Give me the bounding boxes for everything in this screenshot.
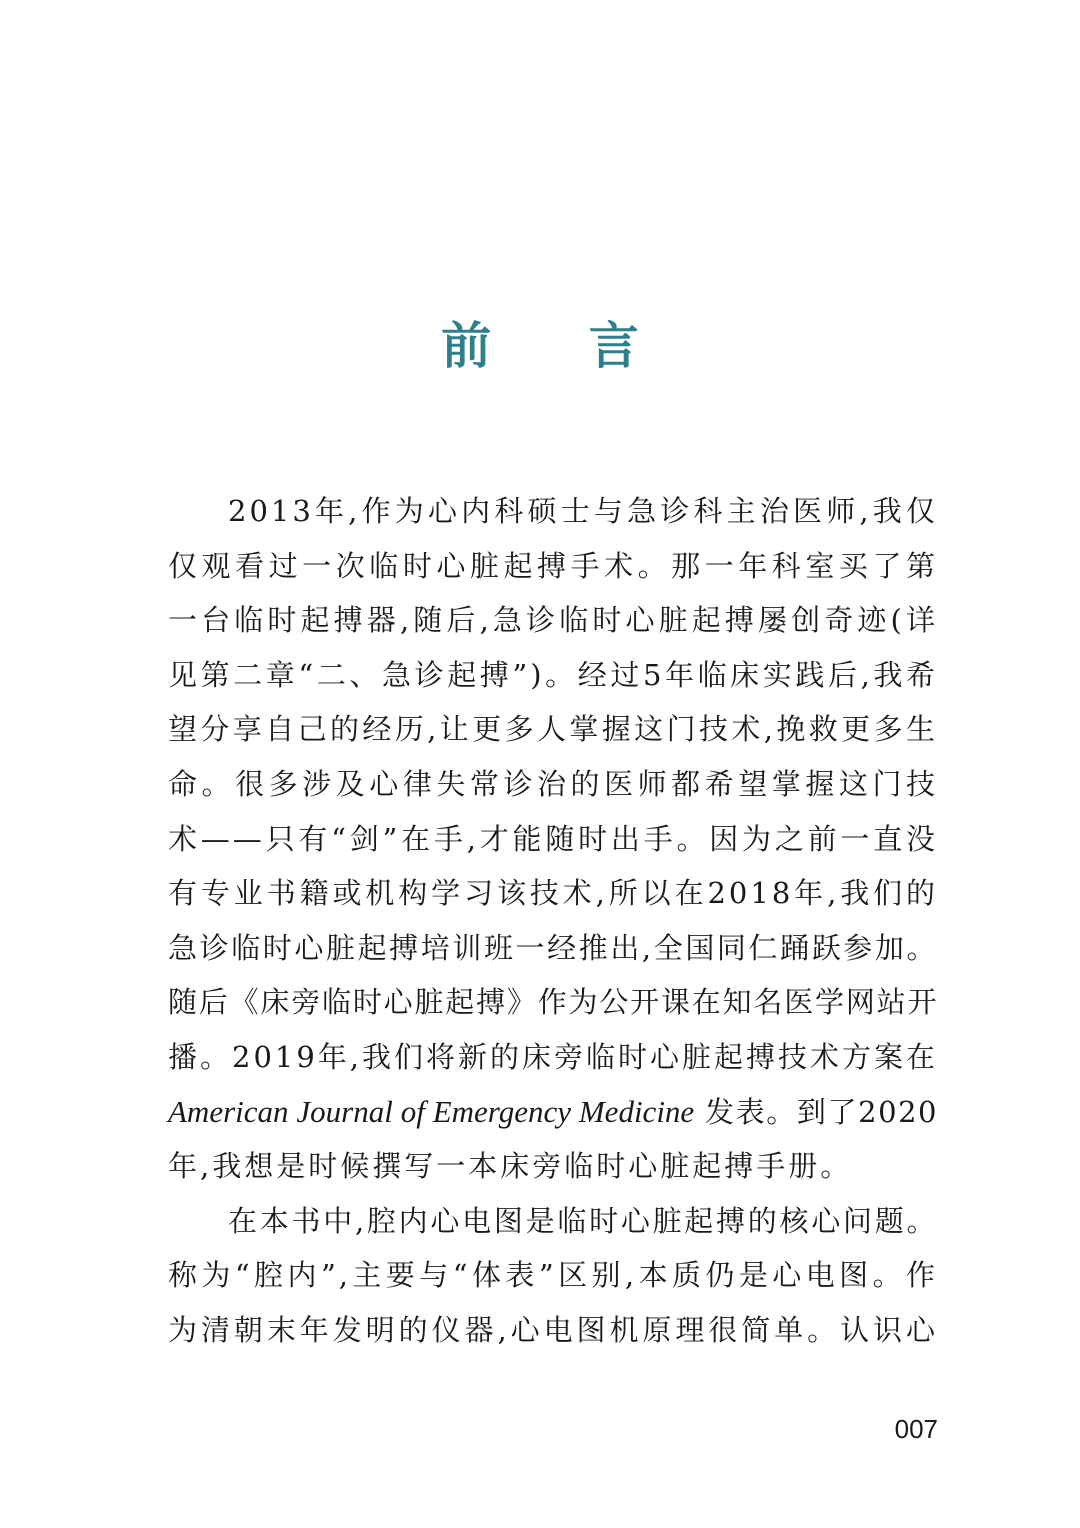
journal-line-rest: 发表。到了2020 — [694, 1094, 938, 1129]
paragraph-1-line-3: 一台临时起搏器,随后,急诊临时心脏起搏屡创奇迹(详 — [168, 603, 938, 638]
page-number: 007 — [894, 1414, 938, 1444]
page-title: 前 言 — [441, 316, 679, 375]
paragraph-1-line-11: 播。2019年,我们将新的床旁临时心脏起搏技术方案在 — [168, 1039, 939, 1074]
paragraph-2-line-2: 称为“腔内”,主要与“体表”区别,本质仍是心电图。作 — [168, 1258, 938, 1293]
paragraph-1-line-6: 命。很多涉及心律失常诊治的医师都希望掌握这门技 — [168, 766, 938, 801]
paragraph-1-line-10: 随后《床旁临时心脏起搏》作为公开课在知名医学网站开 — [168, 985, 938, 1020]
preface-body — [168, 484, 938, 1358]
paragraph-1-line-2: 仅观看过一次临时心脏起搏手术。那一年科室买了第 — [168, 548, 938, 583]
paragraph-2-line-3: 为清朝末年发明的仪器,心电图机原理很简单。认识心 — [168, 1312, 938, 1347]
paragraph-1-line-13: 年,我想是时候撰写一本床旁临时心脏起搏手册。 — [168, 1149, 853, 1184]
paragraph-1-line-4: 见第二章“二、急诊起搏”)。经过5年临床实践后,我希 — [168, 657, 938, 692]
paragraph-1-line-12 — [168, 1085, 938, 1140]
paragraph-1-line-5: 望分享自己的经历,让更多人掌握这门技术,挽救更多生 — [168, 712, 938, 747]
paragraph-2-line-1: 在本书中,腔内心电图是临时心脏起搏的核心问题。 — [228, 1203, 938, 1238]
journal-name: American Journal of Emergency Medicine — [168, 1093, 695, 1129]
paragraph-1-line-9: 急诊临时心脏起搏培训班一经推出,全国同仁踊跃参加。 — [168, 930, 938, 965]
paragraph-1-line-8: 有专业书籍或机构学习该技术,所以在2018年,我们的 — [168, 876, 938, 911]
paragraph-1-line-7: 术——只有“剑”在手,才能随时出手。因为之前一直没 — [168, 821, 938, 856]
paragraph-1-line-1: 2013年,作为心内科硕士与急诊科主治医师,我仅 — [228, 494, 938, 528]
